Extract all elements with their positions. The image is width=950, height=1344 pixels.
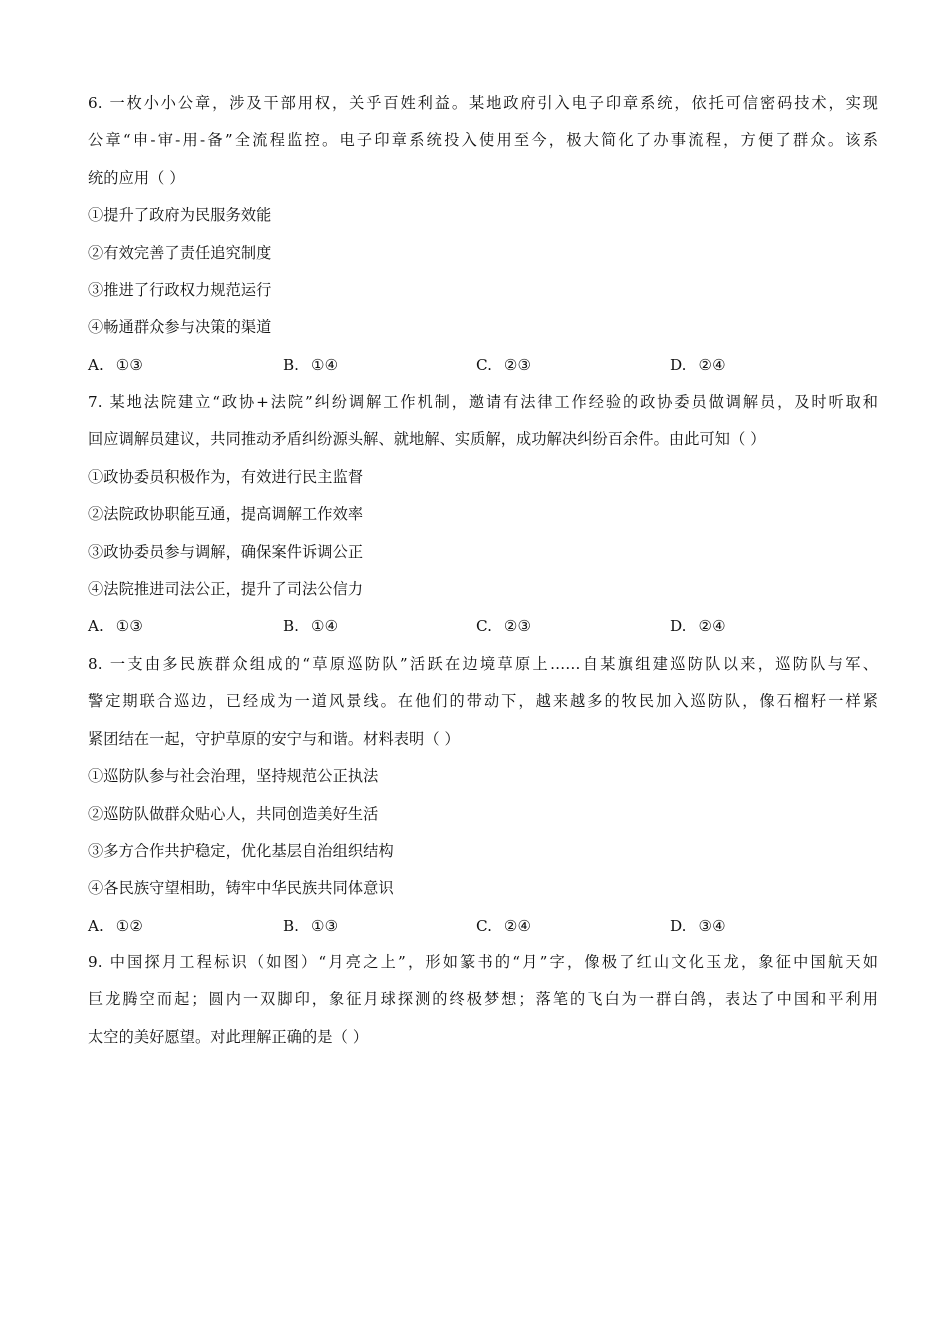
question-stem xyxy=(88,384,878,459)
stem-line: 9. 中国探月工程标识（如图）“月亮之上”，形如篆书的“月”字，像极了红山文化玉龙，象征中国航天如 xyxy=(88,953,878,971)
statement-4: ④法院推进司法公正，提升了司法公信力 xyxy=(88,579,364,598)
option-c[interactable]: C. ②④ xyxy=(476,916,532,935)
question-9 xyxy=(88,944,878,1056)
stem-line: 回应调解员建议，共同推动矛盾纠纷源头解、就地解、实质解，成功解决纠纷百余件。由此可知（ ） xyxy=(88,430,766,449)
option-b[interactable]: B. ①③ xyxy=(283,916,339,935)
statement-2: ②巡防队做群众贴心人，共同创造美好生活 xyxy=(88,804,379,823)
statement-3: ③政协委员参与调解，确保案件诉调公正 xyxy=(88,542,364,561)
stem-line: 巨龙腾空而起；圆内一双脚印，象征月球探测的终极梦想；落笔的飞白为一群白鸽，表达了中国和平利用 xyxy=(88,990,878,1009)
stem-line: 6. 一枚小小公章，涉及干部用权，关乎百姓利益。某地政府引入电子印章系统，依托可信密码技术，实现 xyxy=(88,94,878,112)
statement-3: ③多方合作共护稳定，优化基层自治组织结构 xyxy=(88,841,394,860)
stem-line: 紧团结在一起，守护草原的安宁与和谐。材料表明（ ） xyxy=(88,729,460,748)
option-c[interactable]: C. ②③ xyxy=(476,617,532,636)
option-c[interactable]: C. ②③ xyxy=(476,355,532,374)
question-stem xyxy=(88,944,878,1056)
stem-line: 8. 一支由多民族群众组成的“草原巡防队”活跃在边境草原上……自某旗组建巡防队以来，巡防队与军、 xyxy=(88,655,878,673)
statement-2: ②有效完善了责任追究制度 xyxy=(88,243,272,262)
option-b[interactable]: B. ①④ xyxy=(283,355,339,374)
statement-2: ②法院政协职能互通，提高调解工作效率 xyxy=(88,505,364,524)
statement-1: ①政协委员积极作为，有效进行民主监督 xyxy=(88,467,364,486)
question-stem xyxy=(88,646,878,758)
option-d[interactable]: D. ②④ xyxy=(670,617,726,636)
option-b[interactable]: B. ①④ xyxy=(283,617,339,636)
answer-options xyxy=(88,347,878,384)
statement-3: ③推进了行政权力规范运行 xyxy=(88,280,272,299)
statement-4: ④畅通群众参与决策的渠道 xyxy=(88,318,272,337)
option-a[interactable]: A. ①③ xyxy=(88,355,144,374)
stem-line: 公章“申-审-用-备”全流程监控。电子印章系统投入使用至今，极大简化了办事流程，方便了群众。该系 xyxy=(88,131,878,150)
option-a[interactable]: A. ①② xyxy=(88,916,144,935)
statement-4: ④各民族守望相助，铸牢中华民族共同体意识 xyxy=(88,879,394,898)
question-stem xyxy=(88,85,878,197)
stem-line: 太空的美好愿望。对此理解正确的是（ ） xyxy=(88,1027,369,1046)
stem-line: 统的应用（ ） xyxy=(88,168,185,187)
option-a[interactable]: A. ①③ xyxy=(88,617,144,636)
answer-options xyxy=(88,908,878,945)
option-d[interactable]: D. ②④ xyxy=(670,355,726,374)
stem-line: 警定期联合巡边，已经成为一道风景线。在他们的带动下，越来越多的牧民加入巡防队，像石榴籽一样紧 xyxy=(88,692,878,711)
stem-line: 7. 某地法院建立“政协+法院”纠纷调解工作机制，邀请有法律工作经验的政协委员做调解员，及时听取和 xyxy=(88,393,878,411)
question-8 xyxy=(88,646,878,945)
answer-options xyxy=(88,608,878,645)
statement-1: ①巡防队参与社会治理，坚持规范公正执法 xyxy=(88,767,379,786)
statement-1: ①提升了政府为民服务效能 xyxy=(88,206,272,225)
question-7 xyxy=(88,384,878,646)
question-6 xyxy=(88,85,878,384)
option-d[interactable]: D. ③④ xyxy=(670,916,726,935)
